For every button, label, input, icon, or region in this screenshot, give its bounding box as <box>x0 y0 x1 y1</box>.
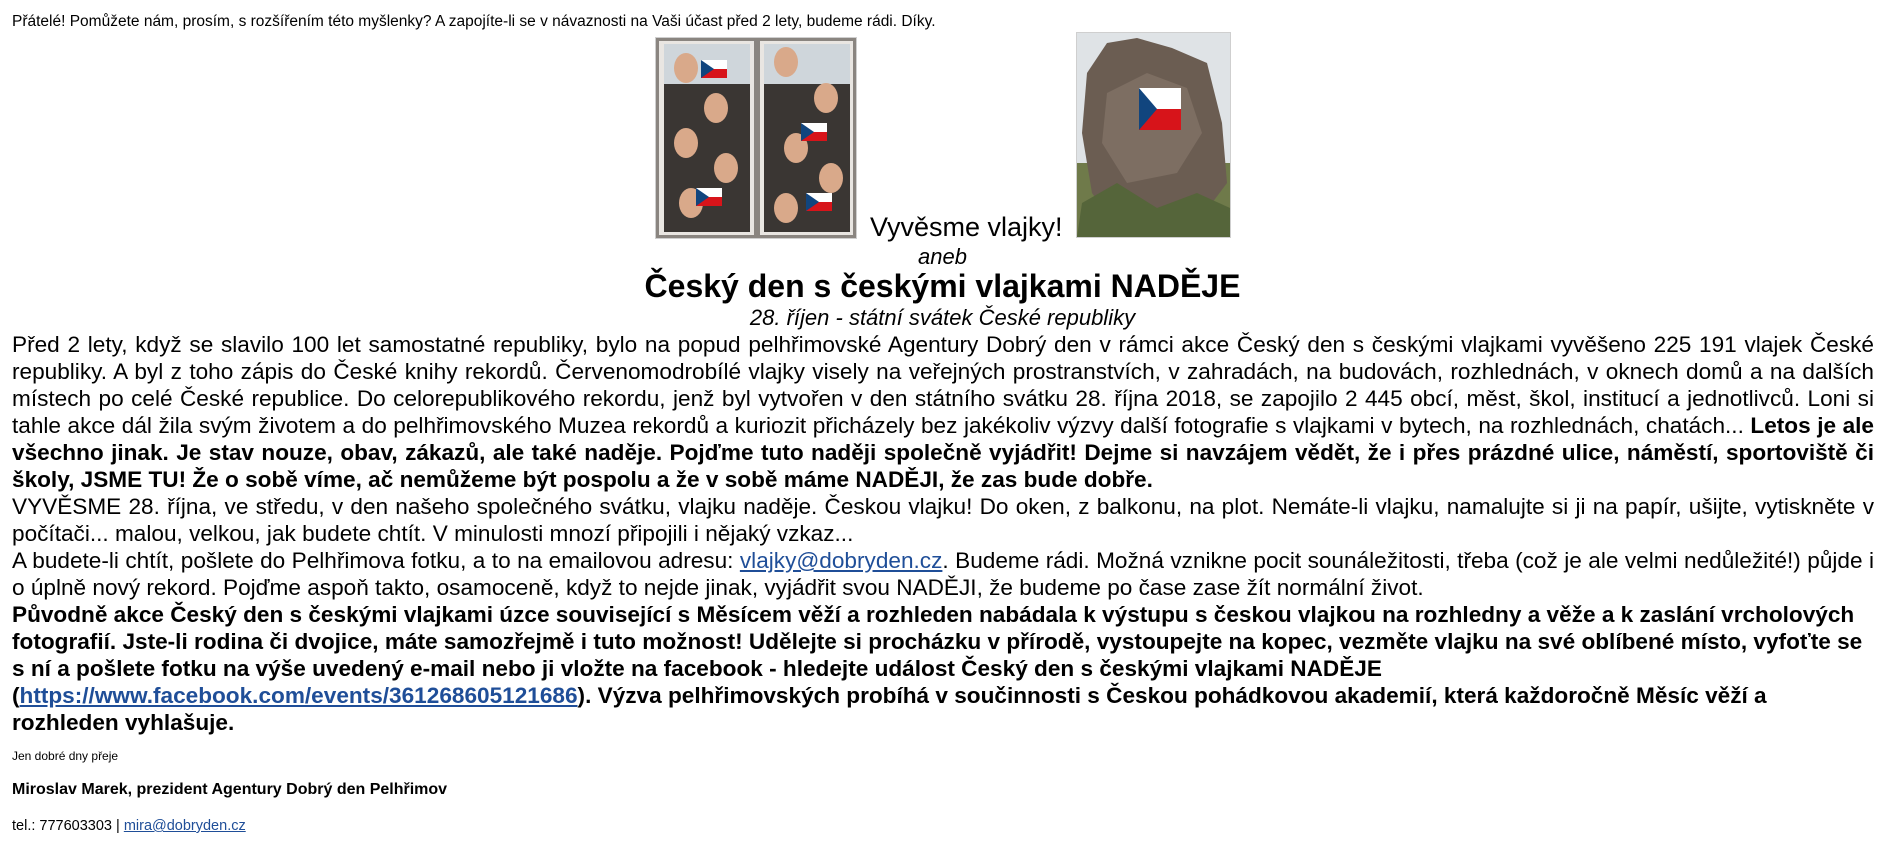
paragraph-4-after: ). Výzva pelhřimovských probíhá v součinnosti s Českou pohádkovou akademií, která každoročně Měsíc věží a rozhleden vyhlašuje. <box>12 683 1767 735</box>
paragraph-4-before: Původně akce Český den s českými vlajkami úzce související s Měsícem věží a rozhleden nabádala k výstupu s českou vlajkou na rozhledny a věže a k zaslání vrcholových fotografií. Jste-li rodina či dvojice, máte samozřejmě i tuto možnost! Udělejte si procházku v přírodě, vystoupejte na kopec, vezměte vlajku na své oblíbené místo, vyfoťte se s ní a pošlete fotku na výše uvedený e-mail nebo ji vložte na facebook - hledejte událost Český den s českými vlajkami NADĚJE ( <box>12 602 1863 708</box>
phone-text: tel.: 777603303 | <box>12 818 124 834</box>
paragraph-3-before: A budete-li chtít, pošlete do Pelhřimova fotku, a to na emailovou adresu: <box>12 548 740 573</box>
paragraph-1-bold: Letos je ale všechno jinak. Je stav nouze, obav, zákazů, ale také naděje. Pojďme tuto naději společně vyjádřit! Dejme si navzájem vědět, že i přes prázdné ulice, náměstí, sportoviště či školy, JSME TU! Že o sobě víme, ač nemůžeme být pospolu a že v sobě máme NADĚJI, že zas bude dobře. <box>12 413 1874 492</box>
email-link-mira[interactable]: mira@dobryden.cz <box>123 818 246 834</box>
paragraph-3-after: . Budeme rádi. Možná vznikne pocit sounáležitosti, třeba (což je ale velmi nedůležité!) půjde i o úplně nový rekord. Pojďme aspoň takto, osamoceně, když to nejde jinak, vyjádřit svou NADĚJI, že budeme po čase zase žít normální život. <box>12 548 1874 600</box>
headline: Vyvěsme vlajky! <box>870 212 1063 242</box>
event-title: Český den s českými vlajkami NADĚJE <box>644 268 1241 304</box>
paragraph-2: VYVĚSME 28. října, ve středu, v den našeho společného svátku, vlajku naděje. Českou vlajku! Do oken, z balkonu, na plot. Nemáte-li vlajku, namalujte si ji na papír, ušijte, vytiskněte v počítači... malou, velkou, jak budete chtít. V minulosti mnozí připojili i nějaký vzkaz... <box>12 494 1874 546</box>
event-subtitle: 28. říjen - státní svátek České republiky <box>749 305 1136 330</box>
body-text <box>12 331 1874 736</box>
signature-contact <box>12 818 246 834</box>
rock-flag-photo <box>1076 32 1231 238</box>
window-hands-flags-photo <box>655 37 857 239</box>
intro-text: Přátelé! Pomůžete nám, prosím, s rozšířením této myšlenky? A zapojíte-li se v návaznosti na Vaši účast před 2 lety, budeme rádi. Díky. <box>12 13 936 30</box>
paragraph-1-plain: Před 2 lety, když se slavilo 100 let samostatné republiky, bylo na popud pelhřimovské Agentury Dobrý den v rámci akce Český den s českými vlajkami vyvěšeno 225 191 vlajek České republiky. A byl z toho zápis do České knihy rekordů. Červenomodrobílé vlajky visely na veřejných prostranstvích, v zahradách, na budovách, rozhlednách, v oknech domů a na dalších místech po celé České republice. Do celorepublikového rekordu, jenž byl vytvořen v den státního svátku 28. října 2018, se zapojilo 2 445 obcí, měst, škol, institucí a jednotlivců. Loni si tahle akce dál žila svým životem a do pelhřimovského Muzea rekordů a kuriozit přicházely bez jakékoliv výzvy další fotografie s vlajkami v bytech, na rozhlednách, chatách... <box>12 332 1874 438</box>
facebook-event-link[interactable]: https://www.facebook.com/events/361268605121686 <box>19 683 578 708</box>
aneb-text: aneb <box>918 244 967 269</box>
signature-name: Miroslav Marek, prezident Agentury Dobrý den Pelhřimov <box>12 781 448 798</box>
paragraph-4 <box>12 601 1874 736</box>
paragraph-3 <box>12 547 1874 601</box>
paragraph-1 <box>12 331 1874 493</box>
email-link-vlajky[interactable]: vlajky@dobryden.cz <box>739 548 943 573</box>
signature-greeting: Jen dobré dny přeje <box>12 749 119 763</box>
